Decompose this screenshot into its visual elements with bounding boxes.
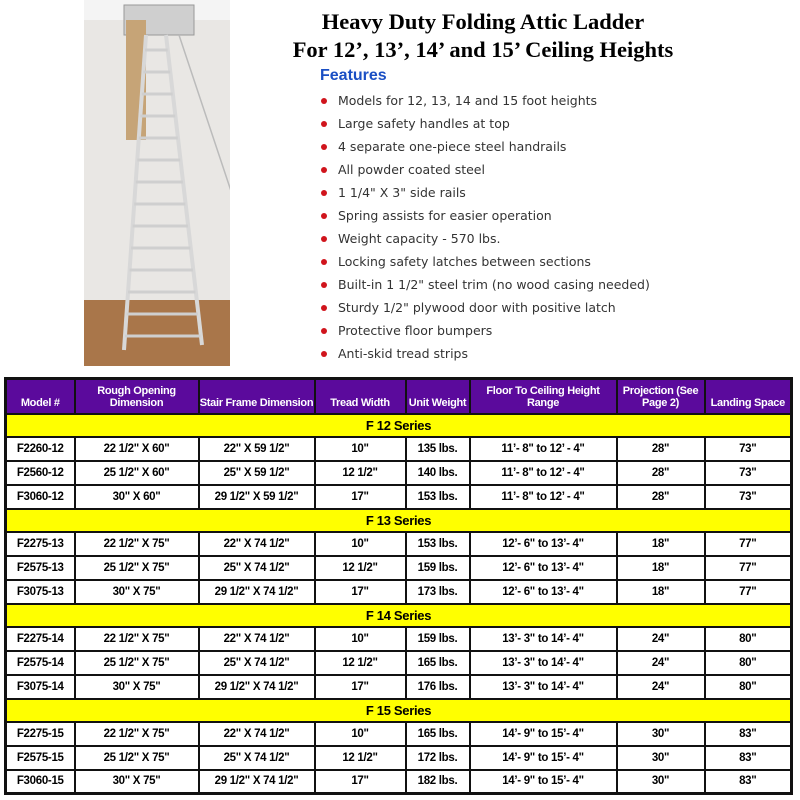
feature-text: Weight capacity - 570 lbs. [338,231,501,246]
table-cell: F2575-14 [6,651,75,675]
table-cell: 17" [315,580,406,604]
column-header: Stair Frame Dimension [199,379,315,414]
feature-item [320,296,650,319]
table-cell: 13’- 3" to 14’- 4" [470,651,617,675]
table-row [6,532,792,556]
table-cell: F2575-15 [6,746,75,770]
table-cell: 29 1/2" X 74 1/2" [199,675,315,699]
table-cell: 25" X 59 1/2" [199,461,315,485]
feature-item [320,227,650,250]
table-cell: 25" X 74 1/2" [199,651,315,675]
table-cell: 182 lbs. [406,770,470,794]
bullet-icon [321,305,327,311]
table-cell: 30" X 75" [75,675,199,699]
table-cell: 83" [705,746,792,770]
table-cell: 10" [315,532,406,556]
table-row [6,722,792,746]
model-spec-table [4,377,793,795]
table-cell: 14’- 9" to 15’- 4" [470,746,617,770]
table-cell: 13’- 3" to 14’- 4" [470,675,617,699]
series-label: F 14 Series [6,604,792,627]
table-cell: 73" [705,437,792,461]
table-cell: 17" [315,675,406,699]
table-cell: 22 1/2" X 75" [75,627,199,651]
table-cell: 22" X 74 1/2" [199,627,315,651]
series-label: F 15 Series [6,699,792,722]
table-row [6,437,792,461]
table-cell: 135 lbs. [406,437,470,461]
table-cell: 153 lbs. [406,532,470,556]
table-cell: 80" [705,651,792,675]
feature-text: 4 separate one-piece steel handrails [338,139,567,154]
table-cell: 172 lbs. [406,746,470,770]
series-label: F 13 Series [6,509,792,532]
table-cell: 83" [705,770,792,794]
table-cell: 30" [617,746,705,770]
feature-text: Locking safety latches between sections [338,254,591,269]
table-cell: F3060-12 [6,485,75,509]
series-row [6,604,792,627]
feature-text: Protective floor bumpers [338,323,493,338]
table-cell: 18" [617,580,705,604]
table-cell: 11’- 8" to 12’ - 4" [470,485,617,509]
bullet-icon [321,351,327,357]
table-cell: F2260-12 [6,437,75,461]
table-cell: 30" X 75" [75,580,199,604]
table-cell: 24" [617,675,705,699]
bullet-icon [321,190,327,196]
table-row [6,461,792,485]
table-cell: F2275-14 [6,627,75,651]
bullet-icon [321,121,327,127]
table-cell: 28" [617,485,705,509]
table-cell: F3075-14 [6,675,75,699]
feature-text: Built-in 1 1/2" steel trim (no wood casing needed) [338,277,650,292]
column-header: Projection (See Page 2) [617,379,705,414]
table-cell: 29 1/2" X 74 1/2" [199,770,315,794]
table-cell: 80" [705,627,792,651]
table-cell: 12 1/2" [315,651,406,675]
table-cell: 73" [705,461,792,485]
table-cell: 30" [617,770,705,794]
feature-item [320,158,650,181]
table-cell: 28" [617,437,705,461]
table-cell: 18" [617,532,705,556]
table-cell: F2560-12 [6,461,75,485]
table-header-row [6,379,792,414]
feature-item [320,342,650,365]
table-cell: 30" [617,722,705,746]
table-row [6,485,792,509]
table-cell: F2275-13 [6,532,75,556]
feature-item [320,112,650,135]
feature-text: Large safety handles at top [338,116,510,131]
table-cell: 24" [617,627,705,651]
table-cell: 12 1/2" [315,461,406,485]
column-header: Rough Opening Dimension [75,379,199,414]
feature-text: Anti-skid tread strips [338,346,468,361]
column-header: Unit Weight [406,379,470,414]
feature-text: Models for 12, 13, 14 and 15 foot heights [338,93,598,108]
column-header: Floor To Ceiling Height Range [470,379,617,414]
bullet-icon [321,98,327,104]
table-cell: 22 1/2" X 60" [75,437,199,461]
table-cell: 25 1/2" X 60" [75,461,199,485]
table-cell: 173 lbs. [406,580,470,604]
table-cell: F2275-15 [6,722,75,746]
page-title [240,8,726,64]
table-cell: 77" [705,532,792,556]
feature-text: Spring assists for easier operation [338,208,552,223]
table-cell: 83" [705,722,792,746]
feature-item [320,204,650,227]
series-row [6,699,792,722]
bullet-icon [321,282,327,288]
table-cell: 77" [705,580,792,604]
table-cell: 176 lbs. [406,675,470,699]
title-line-2: For 12’, 13’, 14’ and 15’ Ceiling Heights [292,37,674,62]
table-cell: 77" [705,556,792,580]
table-row [6,746,792,770]
table-row [6,651,792,675]
table-cell: 165 lbs. [406,722,470,746]
feature-item [320,250,650,273]
bullet-icon [321,144,327,150]
bullet-icon [321,259,327,265]
table-cell: 30" X 75" [75,770,199,794]
series-row [6,414,792,437]
table-cell: 12 1/2" [315,746,406,770]
feature-item [320,135,650,158]
table-cell: 11’- 8" to 12’ - 4" [470,437,617,461]
feature-text: 1 1/4" X 3" side rails [338,185,466,200]
table-cell: 14’- 9" to 15’- 4" [470,722,617,746]
table-cell: 24" [617,651,705,675]
table-cell: 25 1/2" X 75" [75,746,199,770]
column-header: Tread Width [315,379,406,414]
table-row [6,580,792,604]
table-cell: 10" [315,722,406,746]
bullet-icon [321,213,327,219]
feature-item [320,319,650,342]
table-cell: 73" [705,485,792,509]
column-header: Model # [6,379,75,414]
table-cell: 30" X 60" [75,485,199,509]
table-cell: 22 1/2" X 75" [75,532,199,556]
bullet-icon [321,167,327,173]
table-cell: 14’- 9" to 15’- 4" [470,770,617,794]
bullet-icon [321,328,327,334]
table-cell: 28" [617,461,705,485]
table-cell: 13’- 3" to 14’- 4" [470,627,617,651]
table-cell: 153 lbs. [406,485,470,509]
table-cell: 25" X 74 1/2" [199,556,315,580]
table-cell: 18" [617,556,705,580]
table-cell: 12 1/2" [315,556,406,580]
table-cell: 22" X 74 1/2" [199,532,315,556]
table-cell: 17" [315,485,406,509]
table-cell: 25 1/2" X 75" [75,651,199,675]
title-line-1: Heavy Duty Folding Attic Ladder [321,9,645,34]
feature-text: Sturdy 1/2" plywood door with positive latch [338,300,616,315]
table-cell: 12’- 6" to 13’- 4" [470,532,617,556]
table-cell: 140 lbs. [406,461,470,485]
series-label: F 12 Series [6,414,792,437]
table-cell: 17" [315,770,406,794]
series-row [6,509,792,532]
table-cell: 29 1/2" X 74 1/2" [199,580,315,604]
table-cell: 22" X 74 1/2" [199,722,315,746]
table-cell: 159 lbs. [406,556,470,580]
table-row [6,770,792,794]
table-row [6,627,792,651]
features-heading: Features [320,67,387,84]
table-row [6,675,792,699]
table-cell: 12’- 6" to 13’- 4" [470,556,617,580]
table-cell: 165 lbs. [406,651,470,675]
feature-item [320,273,650,296]
table-row [6,556,792,580]
table-cell: 22" X 59 1/2" [199,437,315,461]
attic-ladder-photo [84,0,230,366]
table-cell: 11’- 8" to 12’ - 4" [470,461,617,485]
table-cell: 29 1/2" X 59 1/2" [199,485,315,509]
table-cell: F3075-13 [6,580,75,604]
table-cell: 159 lbs. [406,627,470,651]
bullet-icon [321,236,327,242]
table-cell: 12’- 6" to 13’- 4" [470,580,617,604]
column-header: Landing Space [705,379,792,414]
feature-item [320,89,650,112]
table-cell: 10" [315,627,406,651]
table-cell: 80" [705,675,792,699]
table-cell: 10" [315,437,406,461]
table-cell: F2575-13 [6,556,75,580]
feature-item [320,181,650,204]
table-cell: 25" X 74 1/2" [199,746,315,770]
table-cell: 25 1/2" X 75" [75,556,199,580]
feature-text: All powder coated steel [338,162,485,177]
table-cell: F3060-15 [6,770,75,794]
table-cell: 22 1/2" X 75" [75,722,199,746]
features-list [320,89,650,365]
